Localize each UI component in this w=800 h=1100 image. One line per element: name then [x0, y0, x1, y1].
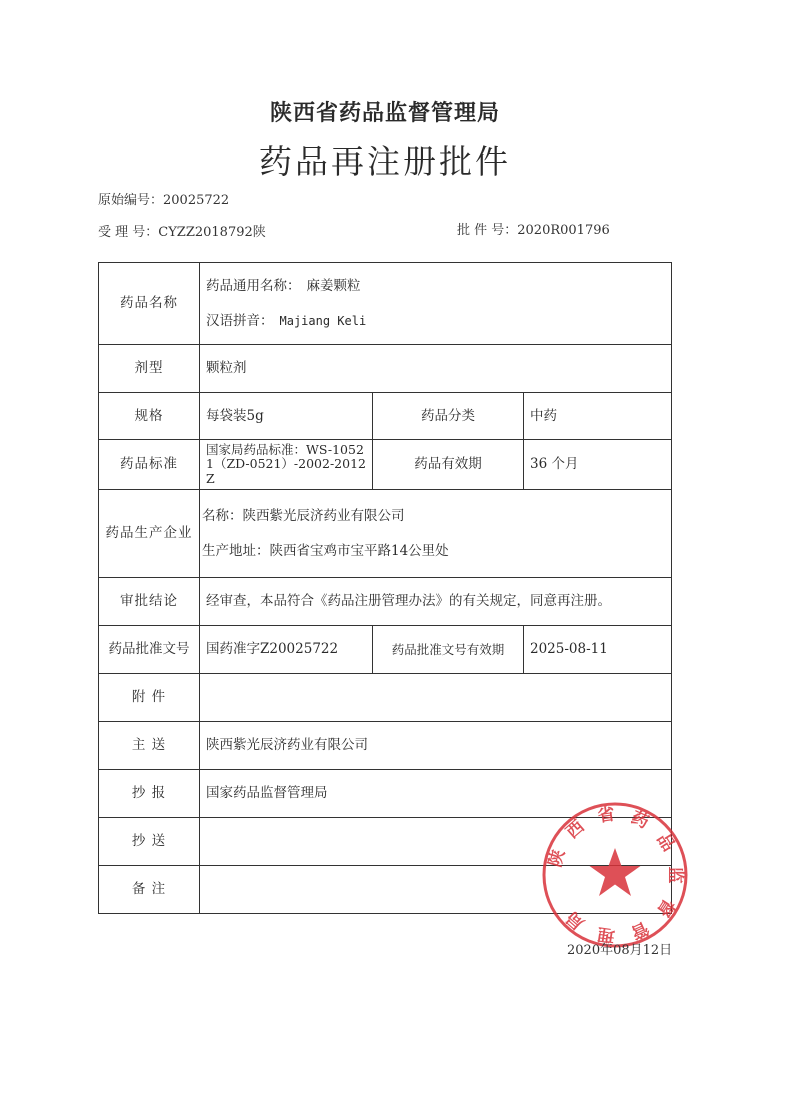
original-number-value: 20025722 — [163, 193, 230, 208]
row-drug-name — [99, 263, 672, 345]
report-to-value: 国家药品监督管理局 — [200, 770, 672, 818]
category-label: 药品分类 — [373, 393, 524, 440]
manufacturer-name-value: 陕西紫光辰济药业有限公司 — [242, 508, 405, 525]
row-standard — [99, 440, 672, 490]
conclusion-value: 经审查，本品符合《药品注册管理办法》的有关规定，同意再注册。 — [200, 578, 672, 626]
acceptance-number-value: CYZZ2018792陕 — [158, 225, 266, 240]
validity-label: 药品有效期 — [373, 440, 524, 490]
approval-document-number-value: 2020R001796 — [517, 223, 610, 238]
original-number-label: 原始编号： — [98, 193, 164, 208]
remarks-label: 备 注 — [99, 866, 200, 914]
drug-name-value — [200, 263, 672, 345]
standard-label: 药品标准 — [99, 440, 200, 490]
row-conclusion — [99, 578, 672, 626]
manufacturer-name-label: 名称： — [202, 508, 243, 525]
row-spec — [99, 393, 672, 440]
validity-value: 36 个月 — [524, 440, 672, 490]
main-recipient-label: 主 送 — [99, 722, 200, 770]
spec-label: 规格 — [99, 393, 200, 440]
attachment-label: 附 件 — [99, 674, 200, 722]
row-manufacturer — [99, 490, 672, 578]
approval-number-value: 国药准字Z20025722 — [200, 626, 373, 674]
generic-name-label: 药品通用名称： — [206, 278, 301, 295]
pinyin-value: Majiang Keli — [279, 313, 367, 328]
manufacturer-label: 药品生产企业 — [99, 490, 200, 578]
approval-document-number-label: 批 件 号： — [457, 223, 518, 238]
attachment-value — [200, 674, 672, 722]
acceptance-number-label: 受 理 号： — [98, 225, 159, 240]
seal-date: 2020年08月12日 — [567, 943, 673, 958]
drug-name-label: 药品名称 — [99, 263, 200, 345]
dosage-form-label: 剂型 — [99, 345, 200, 393]
row-attachment — [99, 674, 672, 722]
generic-name-line — [206, 278, 665, 294]
report-to-label: 抄 报 — [99, 770, 200, 818]
manufacturer-value — [200, 490, 672, 578]
row-main-recipient — [99, 722, 672, 770]
manufacturer-address-value: 陕西省宝鸡市宝平路14公里处 — [269, 542, 449, 559]
acceptance-number — [98, 221, 266, 240]
approval-document-number — [457, 219, 610, 238]
manufacturer-address-line — [202, 543, 665, 559]
seal-text: 陕西省药品监督管理局 — [545, 804, 686, 946]
approval-validity-label: 药品批准文号有效期 — [373, 626, 524, 674]
standard-value: 国家局药品标准：WS-10521（ZD-0521）-2002-2012Z — [200, 440, 373, 490]
row-dosage-form — [99, 345, 672, 393]
pinyin-line — [206, 313, 665, 329]
copy-to-label: 抄 送 — [99, 818, 200, 866]
conclusion-label: 审批结论 — [99, 578, 200, 626]
document-title: 药品再注册批件 — [259, 142, 511, 181]
spec-value: 每袋装5g — [200, 393, 373, 440]
dosage-form-value: 颗粒剂 — [200, 345, 672, 393]
manufacturer-address-label: 生产地址： — [202, 542, 270, 559]
pinyin-label: 汉语拼音： — [206, 312, 274, 329]
star-icon — [590, 848, 641, 896]
row-approval-number — [99, 626, 672, 674]
issuing-authority: 陕西省药品监督管理局 — [269, 101, 500, 126]
official-seal-stamp — [540, 800, 690, 950]
generic-name-value: 麻姜颗粒 — [306, 278, 361, 295]
category-value: 中药 — [524, 393, 672, 440]
approval-validity-value: 2025-08-11 — [524, 626, 672, 674]
original-number — [98, 189, 229, 208]
main-recipient-value: 陕西紫光辰济药业有限公司 — [200, 722, 672, 770]
approval-number-label: 药品批准文号 — [99, 626, 200, 674]
manufacturer-name-line — [202, 508, 665, 524]
